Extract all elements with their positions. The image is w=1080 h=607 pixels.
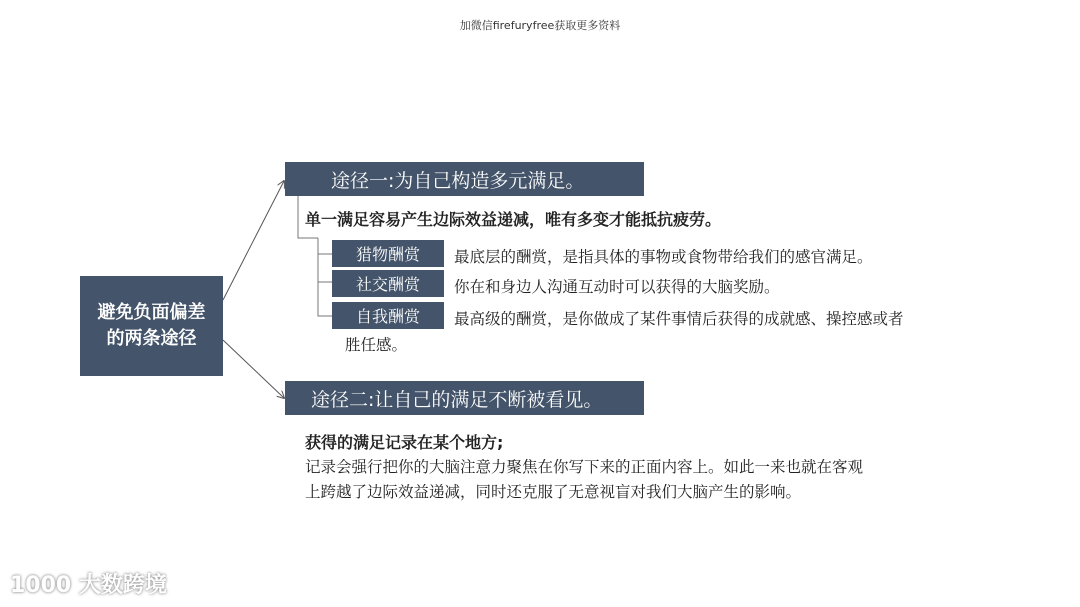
- reward-label-prey: 猎物酬赏: [332, 240, 444, 267]
- reward-desc-social: 你在和身边人沟通互动时可以获得的大脑奖励。: [454, 278, 780, 296]
- reward-desc-self: 最高级的酬赏，是你做成了某件事情后获得的成就感、操控感或者: [454, 310, 904, 328]
- path1-title: 途径一:为自己构造多元满足。: [285, 162, 644, 196]
- reward-label-social: 社交酬赏: [332, 270, 444, 297]
- path2-line1: 记录会强行把你的大脑注意力聚焦在你写下来的正面内容上。如此一来也就在客观: [305, 458, 864, 476]
- root-line2: 的两条途径: [106, 328, 197, 349]
- arrow-to-path2: [223, 340, 284, 398]
- path2-line2: 上跨越了边际效益递减，同时还克服了无意视盲对我们大脑产生的影响。: [305, 483, 802, 501]
- arrow-to-path1: [223, 181, 284, 300]
- header-note: 加微信firefuryfree获取更多资料: [459, 19, 621, 32]
- root-node: [80, 276, 223, 376]
- reward-desc-self-cont: 胜任感。: [345, 336, 408, 354]
- reward-label-self: 自我酬赏: [332, 302, 444, 329]
- path2-title: 途径二:让自己的满足不断被看见。: [285, 381, 644, 415]
- path2-heading: 获得的满足记录在某个地方;: [305, 433, 504, 452]
- watermark-logo: 1000 大数跨境: [10, 573, 167, 598]
- root-line1: 避免负面偏差: [97, 302, 206, 323]
- reward-desc-prey: 最底层的酬赏，是指具体的事物或食物带给我们的感官满足。: [454, 248, 873, 266]
- path1-summary: 单一满足容易产生边际效益递减，唯有多变才能抵抗疲劳。: [305, 210, 722, 229]
